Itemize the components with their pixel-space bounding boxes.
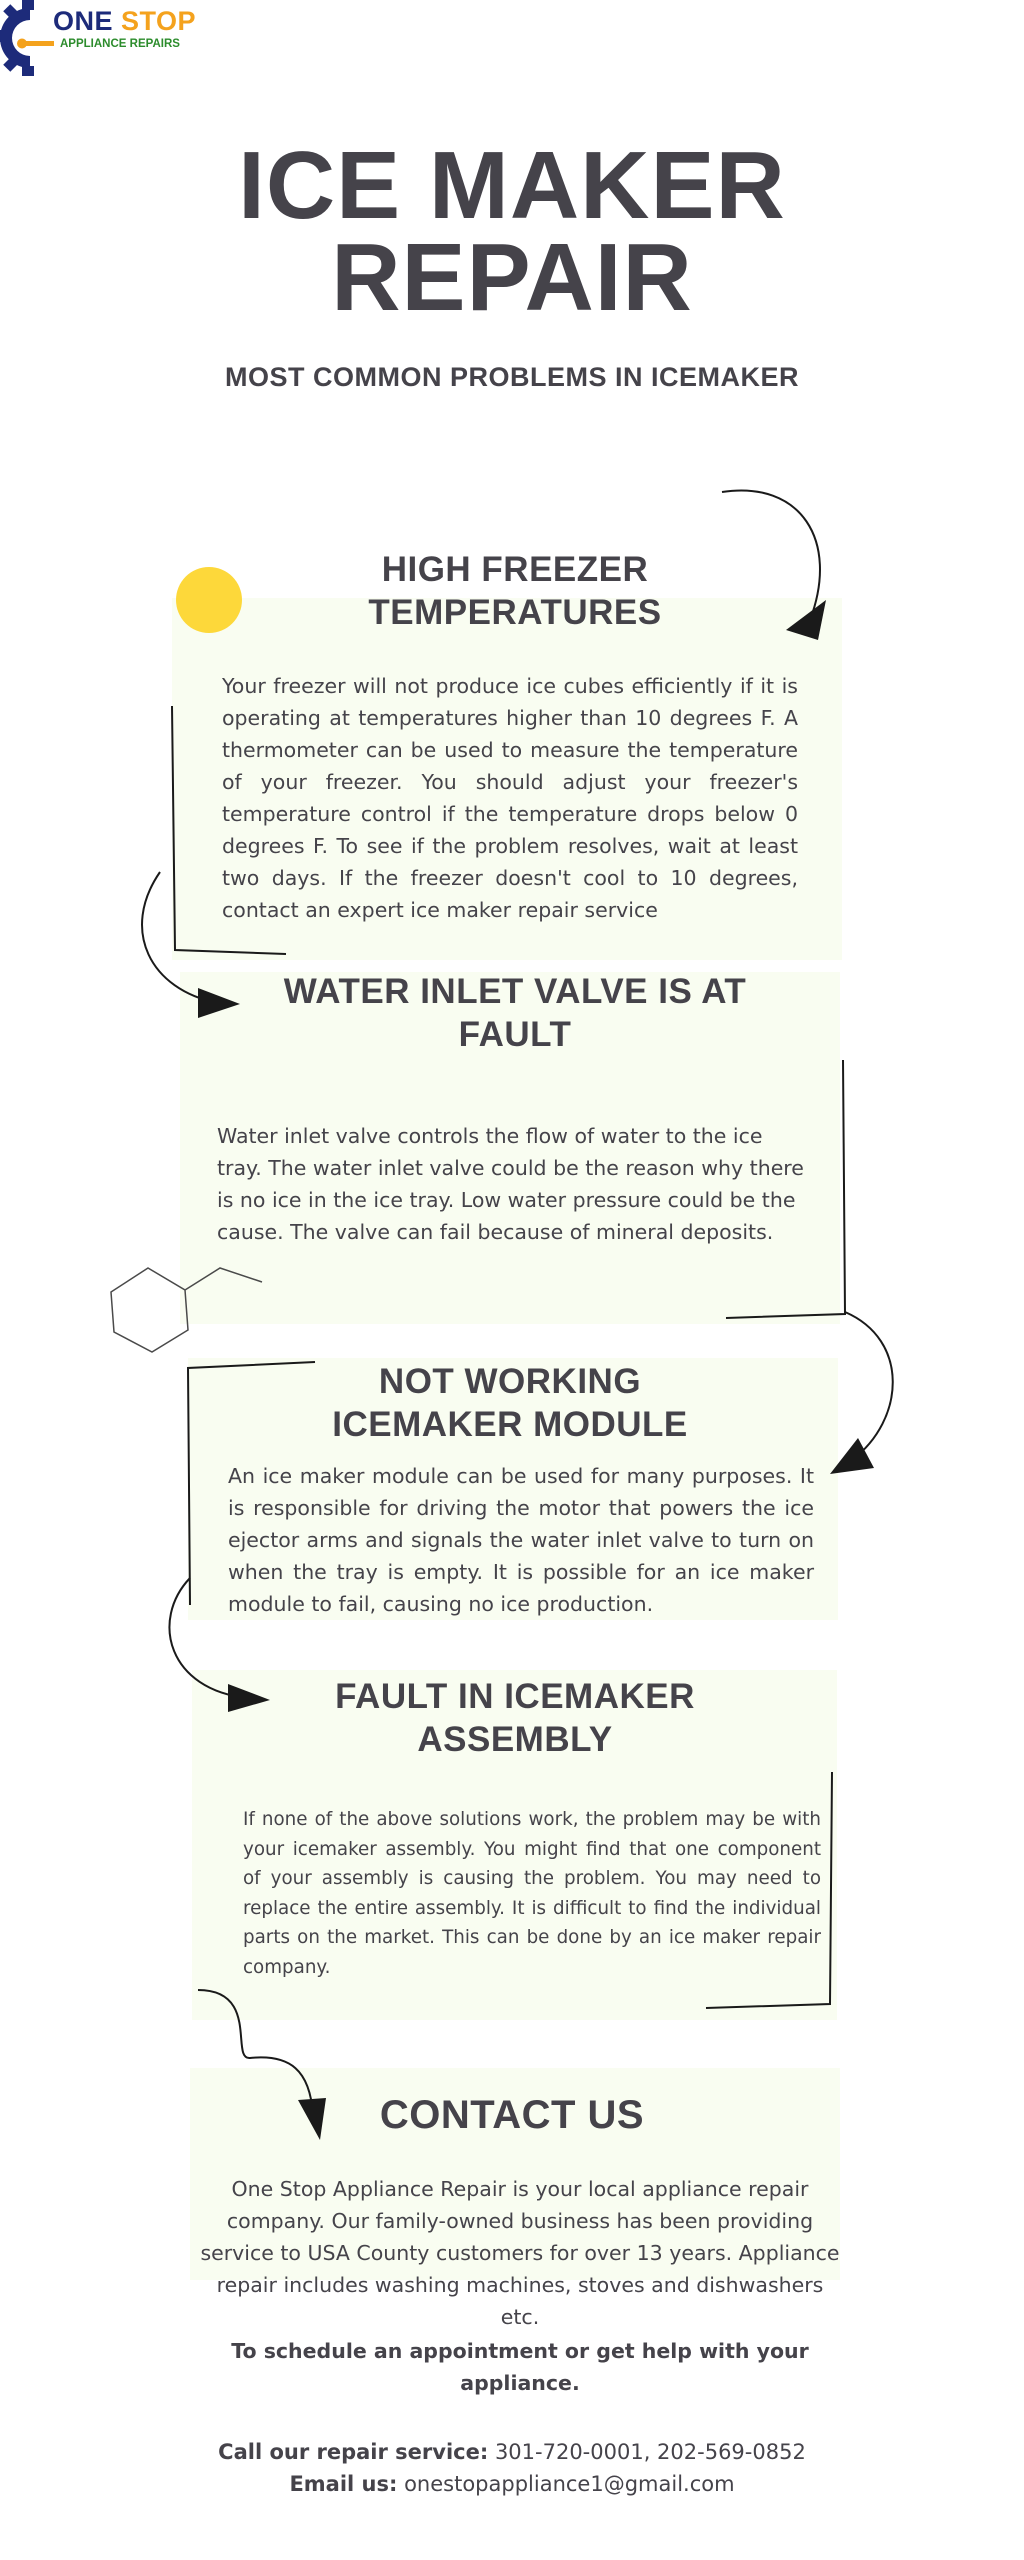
contact-cta: To schedule an appointment or get help with your appliance. <box>231 2339 809 2395</box>
contact-body: One Stop Appliance Repair is your local appliance repair company. Our family-owned business has been providing service to USA County customers for over 13 years. Appliance repair includes washing machines, stoves and dishwashers etc. <box>200 2177 840 2329</box>
section-body-water-inlet: Water inlet valve controls the flow of water to the ice tray. The water inlet valve could be the reason why there is no ice in the ice tray. Low water pressure could be the cause. The valve can fail because of mineral deposits. <box>217 1124 804 1244</box>
heading-line: FAULT <box>458 1015 572 1054</box>
page-title-line2: REPAIR <box>331 224 693 331</box>
logo-wordmark <box>53 6 196 37</box>
contact-email-line <box>0 2468 1024 2500</box>
curved-arrow-icon <box>845 1312 893 1460</box>
page-subtitle: MOST COMMON PROBLEMS IN ICEMAKER <box>225 362 799 392</box>
section-body-icemaker-assembly: If none of the above solutions work, the problem may be with your icemaker assembly. You might find that one component of your assembly is causing the problem. You may need to replace the entire assembly. It is difficult to find the individual parts on the market. This can be done by an ice maker repair company. <box>243 1809 821 1978</box>
heading-line: TEMPERATURES <box>368 593 662 632</box>
company-logo[interactable] <box>0 0 230 80</box>
heading-line: FAULT IN ICEMAKER <box>335 1677 695 1716</box>
contact-phone-value[interactable]: 301-720-0001, 202-569-0852 <box>494 2440 806 2464</box>
heading-line: WATER INLET VALVE IS AT <box>283 972 747 1011</box>
arrow-head-icon <box>830 1438 874 1474</box>
logo-word-stop: STOP <box>121 6 197 36</box>
arrow-head-icon <box>786 600 826 640</box>
gear-wrench-icon <box>0 0 60 76</box>
heading-line: NOT WORKING <box>378 1362 642 1401</box>
section-heading-high-freezer <box>290 548 740 634</box>
section-heading-icemaker-assembly <box>255 1675 775 1761</box>
heading-line: ICEMAKER MODULE <box>332 1405 688 1444</box>
contact-email-label: Email us: <box>289 2472 398 2496</box>
section-heading-water-inlet <box>200 970 830 1056</box>
logo-tagline: APPLIANCE REPAIRS <box>60 38 180 50</box>
section-body-icemaker-module: An ice maker module can be used for many purposes. It is responsible for driving the motor that powers the ice ejector arms and signals the water inlet valve to turn on when the tray is empty. It is possible for an ice maker module to fail, causing no ice production. <box>228 1464 814 1616</box>
heading-line: HIGH FREEZER <box>381 550 649 589</box>
contact-heading: CONTACT US <box>379 2093 645 2137</box>
page-title-line1: ICE MAKER <box>238 132 786 239</box>
contact-phone-line <box>0 2436 1024 2468</box>
yellow-dot-icon <box>176 567 242 633</box>
logo-word-one: ONE <box>53 6 114 36</box>
contact-email-value[interactable]: onestopappliance1@gmail.com <box>404 2472 735 2496</box>
heading-line: ASSEMBLY <box>417 1720 613 1759</box>
section-body-high-freezer: Your freezer will not produce ice cubes efficiently if it is operating at temperatures higher than 10 degrees F. A thermometer can be used to measure the temperature of your freezer. You should adjust your freezer's temperature control if the temperature drops below 0 degrees F. To see if the problem resolves, wait at least two days. If the freezer doesn't cool to 10 degrees, contact an expert ice maker repair service <box>222 674 798 922</box>
section-heading-icemaker-module <box>260 1360 760 1446</box>
page-title <box>0 132 1024 331</box>
contact-phone-label: Call our repair service: <box>218 2440 489 2464</box>
hexagon-molecule-icon <box>111 1268 262 1352</box>
